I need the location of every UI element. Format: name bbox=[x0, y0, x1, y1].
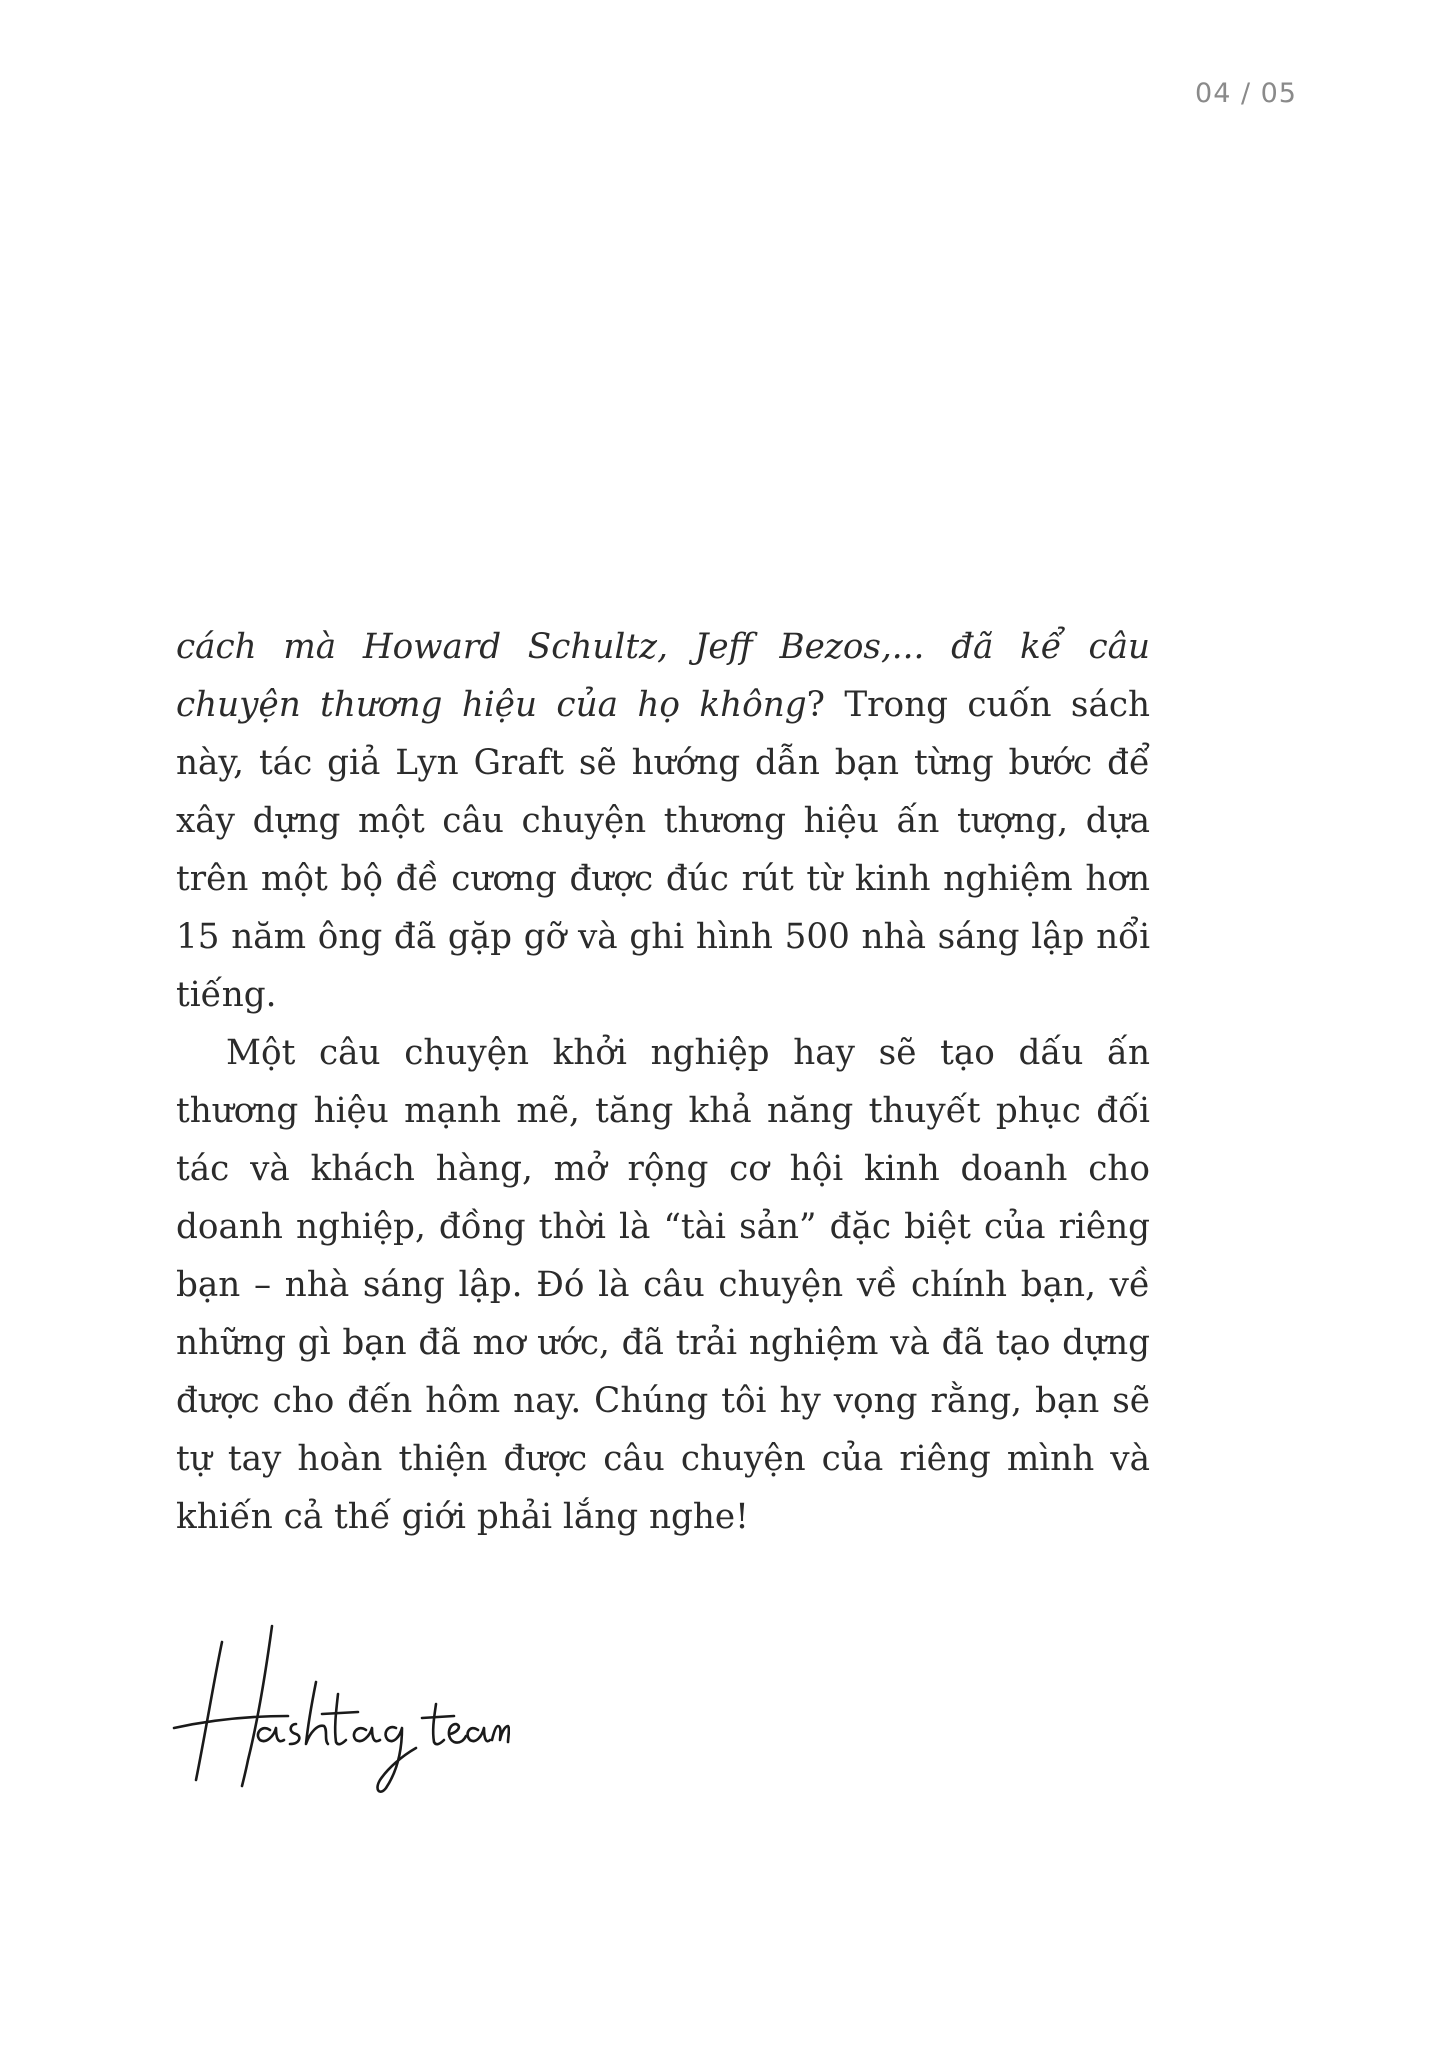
paragraph-1-rest: ? Trong cuốn sách này, tác giả Lyn Graft sẽ hướng dẫn bạn từng bước để xây dựng một câu chuyện thương hiệu ấn tượng, dựa trên một bộ đề cương được đúc rút từ kinh nghiệm hơn 15 năm ông đã gặp gỡ và ghi hình 500 nhà sáng lập nổi tiếng. bbox=[176, 685, 1150, 1015]
italic-intro: cách mà Howard Schultz, Jeff Bezos,... đã kể câu chuyện thương hiệu của họ không bbox=[176, 627, 1150, 725]
page-number: 04 / 05 bbox=[1195, 78, 1297, 109]
paragraph-1 bbox=[176, 618, 1150, 1024]
paragraph-2: Một câu chuyện khởi nghiệp hay sẽ tạo dấu ấn thương hiệu mạnh mẽ, tăng khả năng thuyết phục đối tác và khách hàng, mở rộng cơ hội kinh doanh cho doanh nghiệp, đồng thời là “tài sản” đặc biệt của riêng bạn – nhà sáng lập. Đó là câu chuyện về chính bạn, về những gì bạn đã mơ ước, đã trải nghiệm và đã tạo dựng được cho đến hôm nay. Chúng tôi hy vọng rằng, bạn sẽ tự tay hoàn thiện được câu chuyện của riêng mình và khiến cả thế giới phải lắng nghe! bbox=[176, 1033, 1150, 1537]
signature-icon bbox=[170, 1620, 510, 1800]
body-text bbox=[176, 618, 1150, 1546]
signature bbox=[170, 1620, 510, 1800]
